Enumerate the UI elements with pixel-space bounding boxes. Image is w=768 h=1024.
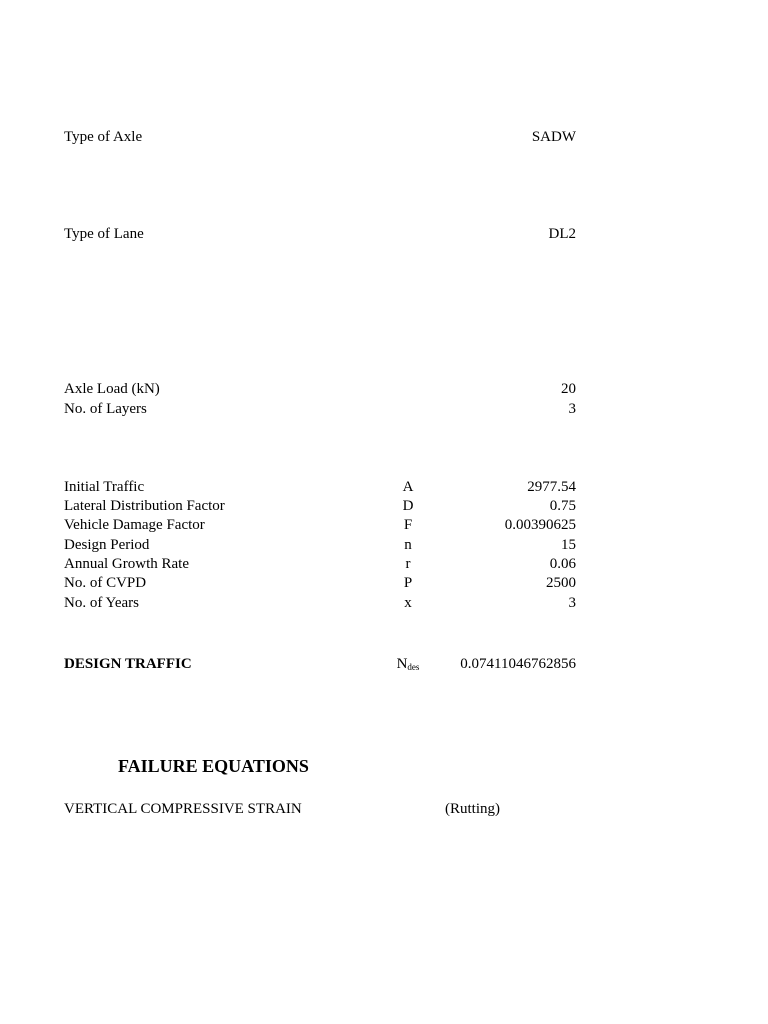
axle-type-value: SADW [531, 129, 576, 145]
traffic-param-value: 3 [568, 594, 576, 611]
design-traffic-symbol [378, 654, 438, 677]
traffic-param-symbol: r [405, 556, 411, 572]
vertical-strain-row [64, 799, 576, 819]
vertical-strain-label: VERTICAL COMPRESSIVE STRAIN [64, 801, 302, 817]
lane-type-row [64, 224, 576, 244]
design-traffic-symbol-main: N [396, 656, 408, 672]
traffic-param-label: Initial Traffic [64, 478, 145, 495]
lane-type-value: DL2 [548, 226, 576, 242]
traffic-param-value: 15 [561, 536, 576, 553]
traffic-param-row [64, 496, 576, 516]
failure-equations-heading: FAILURE EQUATIONS [118, 756, 309, 776]
traffic-param-value: 0.00390625 [504, 517, 576, 533]
traffic-param-value: 0.75 [549, 498, 576, 514]
traffic-param-value: 2500 [546, 575, 576, 591]
layers-row [64, 399, 576, 419]
traffic-param-symbol: A [402, 478, 414, 495]
traffic-param-row [64, 554, 576, 574]
design-traffic-value: 0.07411046762856 [460, 656, 576, 672]
rutting-note: (Rutting) [445, 801, 500, 817]
traffic-param-row [64, 573, 576, 593]
traffic-param-row [64, 593, 576, 613]
traffic-param-symbol: F [403, 517, 413, 533]
axle-load-value: 20 [561, 381, 576, 397]
design-traffic-row [64, 654, 576, 674]
traffic-param-label: Annual Growth Rate [64, 556, 189, 572]
design-traffic-symbol-sub: des [407, 662, 420, 672]
design-traffic-label: DESIGN TRAFFIC [64, 656, 192, 672]
traffic-param-symbol: P [403, 575, 413, 591]
axle-type-label: Type of Axle [64, 129, 143, 145]
traffic-param-label: No. of Years [64, 594, 139, 611]
traffic-param-label: Design Period [64, 536, 150, 553]
traffic-param-label: Lateral Distribution Factor [64, 498, 225, 514]
traffic-param-value: 0.06 [549, 556, 576, 572]
axle-load-row [64, 379, 576, 399]
layers-label: No. of Layers [64, 400, 147, 417]
traffic-param-symbol: x [404, 594, 412, 611]
traffic-param-row [64, 535, 576, 555]
layers-value: 3 [568, 400, 576, 417]
traffic-param-label: Vehicle Damage Factor [64, 517, 205, 533]
axle-type-row [64, 127, 576, 147]
traffic-param-row [64, 477, 576, 497]
traffic-param-row [64, 515, 576, 535]
traffic-param-symbol: D [402, 498, 414, 514]
traffic-param-value: 2977.54 [527, 478, 576, 495]
lane-type-label: Type of Lane [64, 226, 144, 242]
axle-load-label: Axle Load (kN) [64, 381, 160, 397]
traffic-param-label: No. of CVPD [64, 575, 147, 591]
traffic-param-symbol: n [404, 536, 412, 553]
